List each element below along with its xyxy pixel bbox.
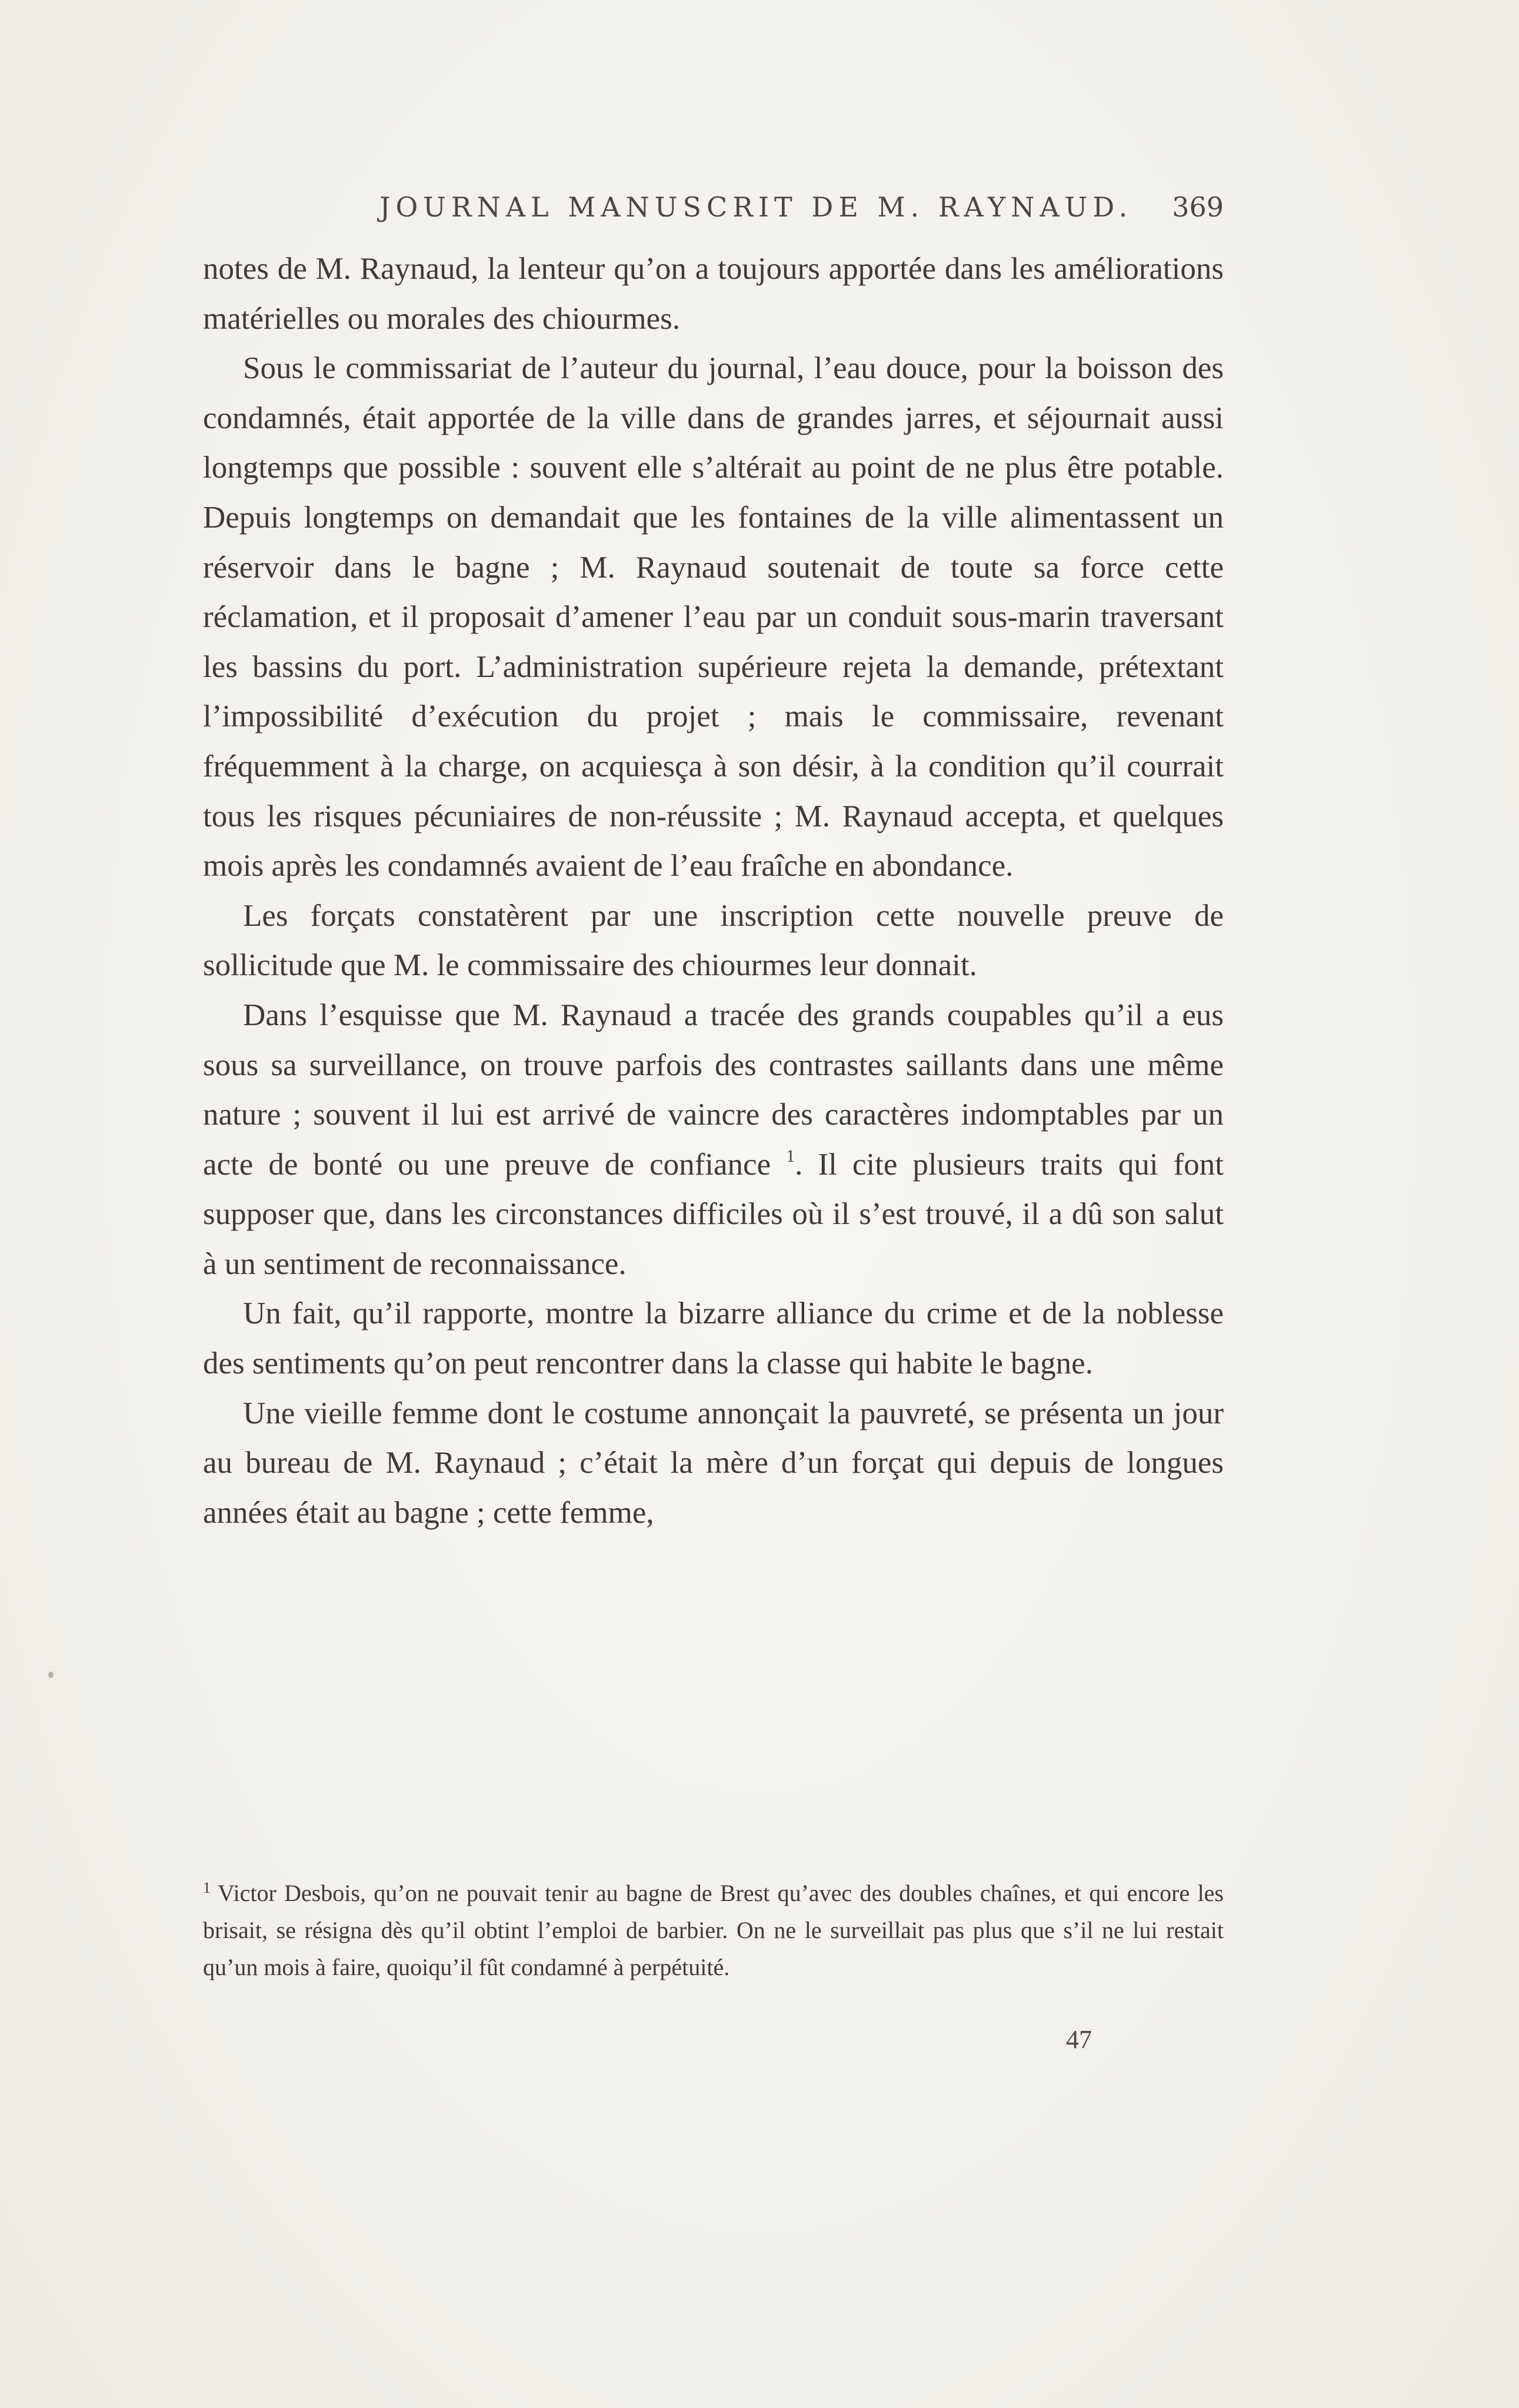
paper-speck xyxy=(48,1672,54,1678)
paragraph-5: Un fait, qu’il rapporte, montre la bizarre alliance du crime et de la noblesse des sentiments qu’on peut rencontrer dans la classe qui habite le bagne. xyxy=(203,1296,1224,1381)
footnote-1 xyxy=(203,1869,1224,1986)
paragraph-4-text-before: Dans l’esquisse que M. Raynaud a tracée des grands coupables qu’il a eus sous sa surveillance, on trouve parfois des contrastes saillants dans une même nature ; souvent il lui est arrivé de vaincre des caractères indomptables par un acte de bonté ou une preuve de confiance xyxy=(203,998,1224,1182)
body-text xyxy=(203,244,1224,1537)
paragraph-1: notes de M. Raynaud, la lenteur qu’on a toujours apportée dans les améliorations matérielles ou morales des chiourmes. xyxy=(203,252,1224,336)
footnote-mark: 1 xyxy=(203,1879,211,1896)
running-head xyxy=(203,191,1224,238)
paragraph-3: Les forçats constatèrent par une inscription cette nouvelle preuve de sollicitude que M. le commissaire des chiourmes leur donnait. xyxy=(203,898,1224,983)
page-number: 369 xyxy=(1172,191,1224,223)
running-head-title: JOURNAL MANUSCRIT DE M. RAYNAUD. xyxy=(379,191,1133,223)
footnote-text: Victor Desbois, qu’on ne pouvait tenir au bagne de Brest qu’avec des doubles chaînes, et qui encore les brisait, se résigna dès qu’il obtint l’emploi de barbier. On ne le surveillait pas plus que s’il ne lui restait qu’un mois à faire, quoiqu’il fût condamné à perpétuité. xyxy=(203,1880,1224,1980)
signature-mark: 47 xyxy=(1066,2025,1092,2054)
paragraph-4-text-after: . Il cite plusieurs traits qui font supposer que, dans les circonstances difficiles où il s’est trouvé, il a dû son salut à un sentiment de reconnaissance. xyxy=(203,1147,1224,1281)
paragraph-4 xyxy=(203,990,1224,1289)
paragraph-6: Une vieille femme dont le costume annonçait la pauvreté, se présenta un jour au bureau de M. Raynaud ; c’était la mère d’un forçat qui depuis de longues années était au bagne ; cette femme, xyxy=(203,1396,1224,1530)
footnotes xyxy=(203,1869,1224,1986)
paragraph-2: Sous le commissariat de l’auteur du journal, l’eau douce, pour la boisson des condamnés, était apportée de la ville dans de grandes jarres, et séjournait aussi longtemps que possible : souvent elle s’altérait au point de ne plus être potable. Depuis longtemps on demandait que les fontaines de la ville alimentassent un réservoir dans le bagne ; M. Raynaud soutenait de toute sa force cette réclamation, et il proposait d’amener l’eau par un conduit sous-marin traversant les bassins du port. L’administration supérieure rejeta la demande, prétextant l’impossibilité d’exécution du projet ; mais le commissaire, revenant fréquemment à la charge, on acquiesça à son désir, à la condition qu’il courrait tous les risques pécuniaires de non-réussite ; M. Raynaud accepta, et quelques mois après les condamnés avaient de l’eau fraîche en abondance. xyxy=(203,351,1224,883)
footnote-reference[interactable]: 1 xyxy=(786,1146,795,1166)
